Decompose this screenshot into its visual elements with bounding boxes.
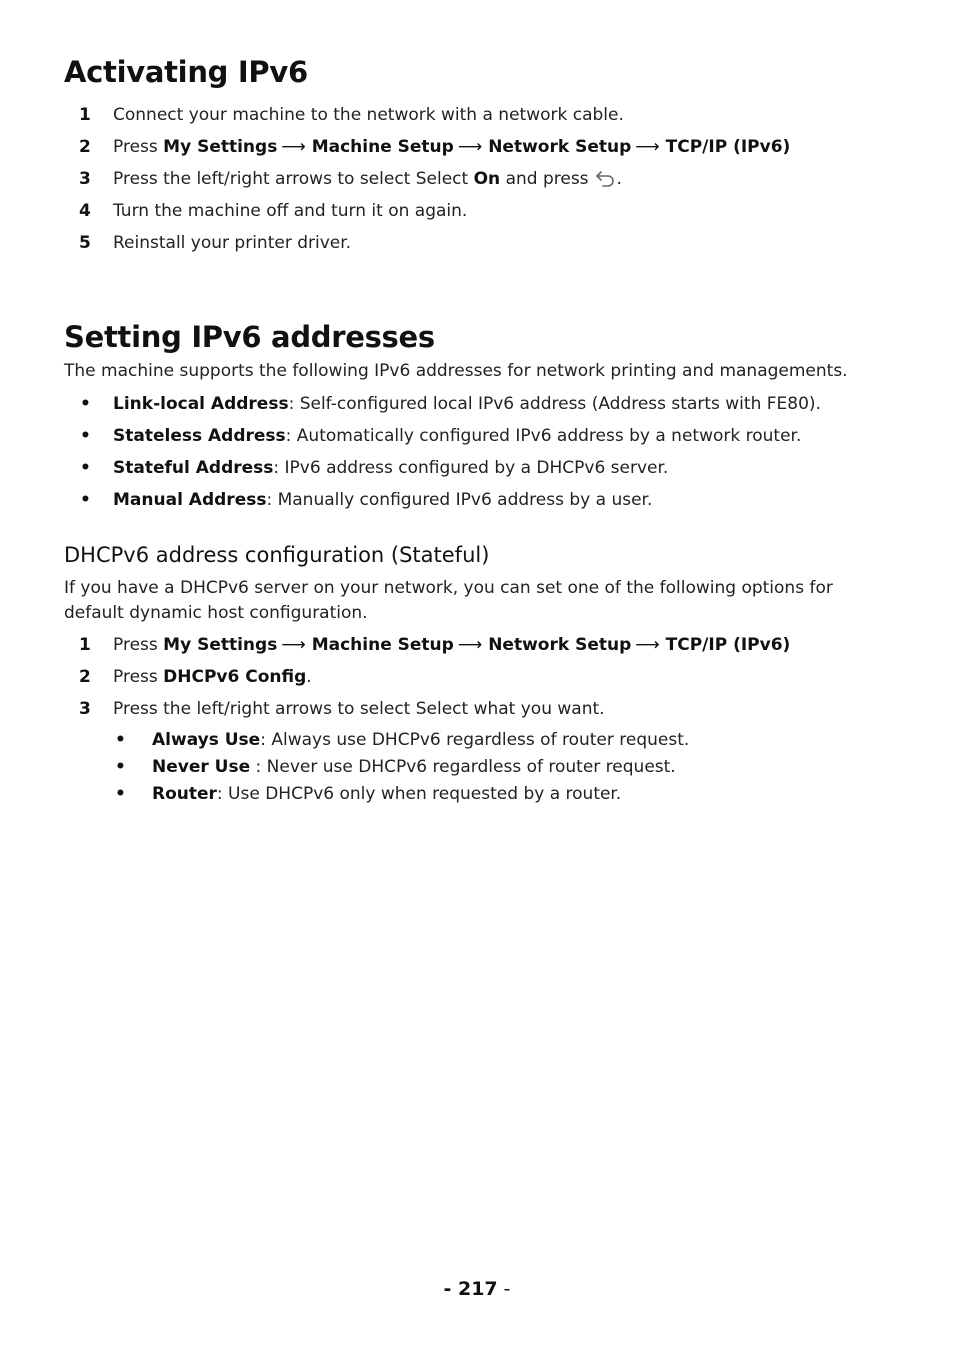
document-page [64,52,904,808]
list-item [64,629,904,661]
bullet: • [115,757,126,777]
list-item [64,452,904,484]
step-number: 4 [79,201,91,221]
description: : Always use DHCPv6 regardless of router request. [260,730,690,750]
step-number: 5 [79,233,91,253]
list-item [64,420,904,452]
list-item [64,163,904,195]
heading-dhcpv6-configuration: DHCPv6 address configuration (Stateful) [64,543,490,567]
step-text: Press the left/right arrows to select Select what you want. [113,699,605,719]
step-text-end: . [306,667,312,687]
list-item [64,388,904,420]
description: : Never use DHCPv6 regardless of router request. [250,757,676,777]
page-number-suffix: - [497,1278,511,1300]
dhcpv6-options-list [64,727,904,808]
list-item [64,131,904,163]
list-item [64,99,904,131]
step-number: 1 [79,105,91,125]
menu-path-item: Machine Setup [311,137,454,157]
description: : IPv6 address configured by a DHCPv6 server. [273,458,669,478]
step-text: Press [113,137,158,157]
address-types-list [64,388,904,516]
bullet: • [115,784,126,804]
step-text: Press [113,635,158,655]
menu-path-item: Machine Setup [311,635,454,655]
arrow-right-icon: ⟶ [635,137,660,157]
step-number: 1 [79,635,91,655]
description: : Manually configured IPv6 address by a user. [266,490,653,510]
step-text: Press the left/right arrows to select Select [113,169,469,189]
page-number [0,1278,954,1300]
list-item [64,781,904,808]
list-item [64,727,904,754]
return-arrow-icon [595,169,617,189]
page-number-prefix: - [443,1278,458,1300]
step-text: Press [113,667,158,687]
intro-paragraph: The machine supports the following IPv6 addresses for network printing and managements. [64,361,848,381]
arrow-right-icon: ⟶ [457,635,483,655]
option-value: On [473,169,501,189]
list-item [64,693,904,725]
term: Never Use [152,757,251,777]
step-number: 3 [79,699,91,719]
arrow-right-icon: ⟶ [635,635,660,655]
heading-setting-ipv6-addresses: Setting IPv6 addresses [64,320,435,354]
menu-path-item: TCP/IP (IPv6) [665,635,791,655]
step-text: Reinstall your printer driver. [113,233,352,253]
menu-path-item: Network Setup [488,635,632,655]
menu-path-item: Network Setup [488,137,632,157]
term: Always Use [152,730,261,750]
menu-path-item: My Settings [163,635,278,655]
term: Link-local Address [113,394,289,414]
description: : Self-configured local IPv6 address (Address starts with FE80). [288,394,821,414]
step-number: 2 [79,667,91,687]
step-text: and press [505,169,589,189]
term: Manual Address [113,490,267,510]
list-item [64,661,904,693]
description: : Automatically configured IPv6 address by a network router. [285,426,802,446]
bullet: • [115,730,126,750]
term: Router [152,784,217,804]
activation-steps [64,99,904,259]
list-item [64,227,904,259]
step-text: Connect your machine to the network with a network cable. [113,105,624,125]
arrow-right-icon: ⟶ [281,137,306,157]
bullet: • [80,394,91,414]
bullet: • [80,426,91,446]
list-item [64,195,904,227]
arrow-right-icon: ⟶ [457,137,483,157]
dhcpv6-steps [64,629,904,725]
list-item [64,484,904,516]
step-number: 2 [79,137,91,157]
step-text: Turn the machine off and turn it on again. [113,201,468,221]
page-number-value: 217 [457,1278,498,1300]
step-text-end: . [616,169,622,189]
list-item [64,754,904,781]
term: Stateful Address [113,458,274,478]
intro-line: If you have a DHCPv6 server on your network, you can set one of the following options for [64,578,833,598]
bullet: • [80,490,91,510]
description: : Use DHCPv6 only when requested by a router. [216,784,622,804]
bullet: • [80,458,91,478]
menu-name: DHCPv6 Config [163,667,307,687]
intro-line: default dynamic host configuration. [64,603,368,623]
step-number: 3 [79,169,91,189]
intro-paragraph [64,576,904,626]
arrow-right-icon: ⟶ [281,635,306,655]
menu-path-item: TCP/IP (IPv6) [665,137,791,157]
heading-activating-ipv6: Activating IPv6 [64,55,308,89]
menu-path-item: My Settings [163,137,278,157]
term: Stateless Address [113,426,286,446]
